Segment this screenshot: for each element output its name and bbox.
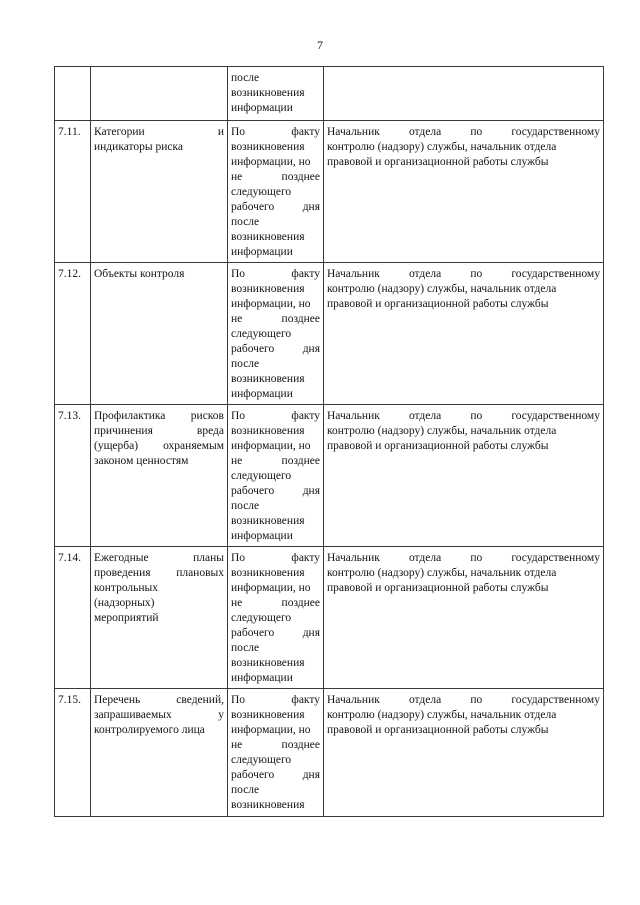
- name-line: контрольных: [94, 582, 159, 594]
- deadline-line: возникновения: [231, 567, 305, 579]
- word: рабочего: [231, 485, 275, 497]
- word: не: [231, 171, 243, 183]
- word: отдела: [408, 694, 442, 706]
- deadline-line: после: [231, 216, 260, 228]
- deadline-line: возникновения: [231, 799, 305, 811]
- responsible-line: [327, 267, 600, 282]
- deadline-line: после: [231, 500, 260, 512]
- deadline-line: [231, 484, 320, 499]
- word: по: [470, 694, 483, 706]
- name-line: [94, 439, 224, 454]
- deadline-line: возникновения: [231, 231, 305, 243]
- word: позднее: [281, 455, 320, 467]
- deadline-line: следующего: [231, 754, 292, 766]
- word: Ежегодные: [94, 552, 149, 564]
- deadline-line: [231, 738, 320, 753]
- word: Категории: [94, 126, 145, 138]
- responsible-line: контролю (надзору) службы, начальник отдела: [327, 425, 557, 437]
- word: дня: [302, 343, 320, 355]
- row-number-cell: 7.12.: [55, 263, 91, 405]
- responsible-line: контролю (надзору) службы, начальник отдела: [327, 709, 557, 721]
- deadline-line: [231, 170, 320, 185]
- deadline-line: возникновения: [231, 283, 305, 295]
- word: Начальник: [327, 552, 380, 564]
- row-number-cell: 7.15.: [55, 689, 91, 817]
- deadline-line: [231, 596, 320, 611]
- word: рабочего: [231, 769, 275, 781]
- word: запрашиваемых: [94, 709, 172, 721]
- deadline-line: возникновения: [231, 425, 305, 437]
- table-row: [55, 689, 604, 817]
- row-name-cell: [91, 689, 228, 817]
- row-responsible-cell: [324, 689, 604, 817]
- deadline-line: возникновения: [231, 87, 305, 99]
- deadline-line: информации: [231, 246, 293, 258]
- word: Профилактика: [94, 410, 166, 422]
- word: отдела: [408, 552, 442, 564]
- responsible-line: правовой и организационной работы службы: [327, 156, 549, 168]
- row-responsible-cell: [324, 121, 604, 263]
- word: плановых: [176, 567, 224, 579]
- deadline-line: возникновения: [231, 373, 305, 385]
- word: государственному: [511, 268, 600, 280]
- deadline-line: информации: [231, 102, 293, 114]
- word: дня: [302, 201, 320, 213]
- word: рабочего: [231, 627, 275, 639]
- table-row-continued: [55, 67, 604, 121]
- deadline-line: возникновения: [231, 709, 305, 721]
- word: Начальник: [327, 126, 380, 138]
- responsible-line: контролю (надзору) службы, начальник отдела: [327, 567, 557, 579]
- deadline-line: возникновения: [231, 515, 305, 527]
- row-name-cell: [91, 263, 228, 405]
- row-deadline-cell: [228, 547, 324, 689]
- word: вреда: [196, 425, 224, 437]
- deadline-line: [231, 768, 320, 783]
- responsible-line: [327, 409, 600, 424]
- deadline-line: [231, 454, 320, 469]
- word: государственному: [511, 552, 600, 564]
- information-table: [54, 66, 604, 817]
- deadline-line: информации, но: [231, 298, 311, 310]
- word: государственному: [511, 694, 600, 706]
- word: Перечень: [94, 694, 141, 706]
- page-number: 7: [317, 38, 323, 52]
- word: Начальник: [327, 268, 380, 280]
- word: факту: [291, 552, 320, 564]
- word: отдела: [408, 268, 442, 280]
- word: отдела: [408, 410, 442, 422]
- word: (ущерба): [94, 440, 139, 452]
- word: позднее: [281, 739, 320, 751]
- deadline-line: после: [231, 358, 260, 370]
- deadline-line: после: [231, 784, 260, 796]
- deadline-line: [231, 200, 320, 215]
- word: сведений,: [176, 694, 224, 706]
- word: государственному: [511, 126, 600, 138]
- table-row: [55, 121, 604, 263]
- row-deadline-cell: [228, 263, 324, 405]
- word: государственному: [511, 410, 600, 422]
- table-row: [55, 405, 604, 547]
- row-deadline-cell: [228, 689, 324, 817]
- responsible-line: правовой и организационной работы службы: [327, 298, 549, 310]
- deadline-line: [231, 312, 320, 327]
- word: по: [470, 552, 483, 564]
- deadline-line: следующего: [231, 328, 292, 340]
- deadline-line: возникновения: [231, 657, 305, 669]
- word: не: [231, 313, 243, 325]
- word: По: [231, 268, 246, 280]
- name-line: индикаторы риска: [94, 141, 184, 153]
- row-responsible-cell: [324, 263, 604, 405]
- responsible-line: правовой и организационной работы службы: [327, 724, 549, 736]
- word: причинения: [94, 425, 153, 437]
- deadline-line: следующего: [231, 470, 292, 482]
- deadline-line: информации: [231, 530, 293, 542]
- word: дня: [302, 769, 320, 781]
- responsible-line: [327, 125, 600, 140]
- word: у: [218, 709, 224, 721]
- row-responsible-cell: [324, 67, 604, 121]
- deadline-line: следующего: [231, 612, 292, 624]
- deadline-line: [231, 409, 320, 424]
- word: По: [231, 694, 246, 706]
- deadline-line: [231, 342, 320, 357]
- deadline-line: информации, но: [231, 156, 311, 168]
- row-deadline-cell: [228, 405, 324, 547]
- deadline-line: [231, 626, 320, 641]
- word: не: [231, 739, 243, 751]
- row-deadline-cell: [228, 121, 324, 263]
- name-line: [94, 693, 224, 708]
- deadline-line: информации: [231, 388, 293, 400]
- name-line: [94, 125, 224, 140]
- deadline-line: после: [231, 72, 260, 84]
- deadline-line: [231, 551, 320, 566]
- word: позднее: [281, 171, 320, 183]
- word: не: [231, 597, 243, 609]
- word: позднее: [281, 313, 320, 325]
- row-name-cell: [91, 67, 228, 121]
- table-row: [55, 547, 604, 689]
- word: факту: [291, 694, 320, 706]
- name-line: [94, 409, 224, 424]
- name-line: (надзорных): [94, 597, 155, 609]
- name-line: законом ценностям: [94, 455, 189, 467]
- word: дня: [302, 485, 320, 497]
- responsible-line: правовой и организационной работы службы: [327, 440, 549, 452]
- row-number-cell: [55, 67, 91, 121]
- name-line: мероприятий: [94, 612, 159, 624]
- responsible-line: контролю (надзору) службы, начальник отдела: [327, 283, 557, 295]
- name-line: Объекты контроля: [94, 268, 185, 280]
- row-name-cell: [91, 405, 228, 547]
- row-number-cell: 7.14.: [55, 547, 91, 689]
- row-number-cell: 7.13.: [55, 405, 91, 547]
- word: факту: [291, 410, 320, 422]
- word: рисков: [190, 410, 224, 422]
- word: По: [231, 126, 246, 138]
- deadline-line: [231, 267, 320, 282]
- deadline-line: после: [231, 642, 260, 654]
- word: охраняемым: [163, 440, 224, 452]
- word: дня: [302, 627, 320, 639]
- row-responsible-cell: [324, 405, 604, 547]
- name-line: [94, 708, 224, 723]
- row-responsible-cell: [324, 547, 604, 689]
- name-line: контролируемого лица: [94, 724, 205, 736]
- deadline-line: информации, но: [231, 440, 311, 452]
- word: проведения: [94, 567, 151, 579]
- deadline-line: следующего: [231, 186, 292, 198]
- word: и: [217, 126, 224, 138]
- row-number-cell: 7.11.: [55, 121, 91, 263]
- deadline-line: информации, но: [231, 582, 311, 594]
- word: по: [470, 126, 483, 138]
- row-deadline-cell: [228, 67, 324, 121]
- row-name-cell: [91, 547, 228, 689]
- responsible-line: правовой и организационной работы службы: [327, 582, 549, 594]
- word: рабочего: [231, 343, 275, 355]
- responsible-line: [327, 693, 600, 708]
- name-line: [94, 566, 224, 581]
- word: позднее: [281, 597, 320, 609]
- word: отдела: [408, 126, 442, 138]
- word: планы: [193, 552, 224, 564]
- responsible-line: [327, 551, 600, 566]
- word: Начальник: [327, 694, 380, 706]
- deadline-line: информации, но: [231, 724, 311, 736]
- word: по: [470, 410, 483, 422]
- word: по: [470, 268, 483, 280]
- word: не: [231, 455, 243, 467]
- table-row: [55, 263, 604, 405]
- deadline-line: [231, 125, 320, 140]
- word: факту: [291, 268, 320, 280]
- word: Начальник: [327, 410, 380, 422]
- word: факту: [291, 126, 320, 138]
- name-line: [94, 551, 224, 566]
- word: По: [231, 552, 246, 564]
- deadline-line: информации: [231, 672, 293, 684]
- deadline-line: [231, 693, 320, 708]
- word: По: [231, 410, 246, 422]
- responsible-line: контролю (надзору) службы, начальник отдела: [327, 141, 557, 153]
- deadline-line: возникновения: [231, 141, 305, 153]
- row-name-cell: [91, 121, 228, 263]
- word: рабочего: [231, 201, 275, 213]
- name-line: [94, 424, 224, 439]
